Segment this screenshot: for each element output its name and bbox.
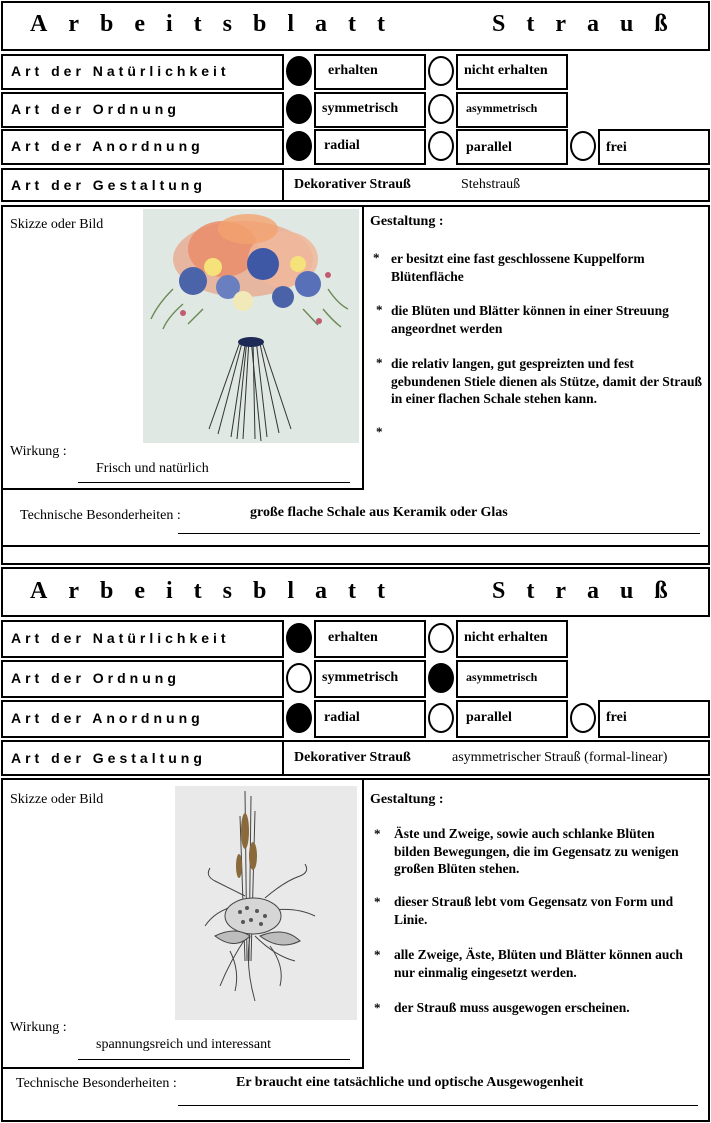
bullet-star: *: [376, 355, 383, 370]
row-anordnung-label: Art der Anordnung: [11, 710, 204, 726]
gestaltung-item: die Blüten und Blätter können in einer Streuung angeordnet werden: [391, 303, 669, 336]
divider: [282, 740, 284, 776]
technik-label: Technische Besonderheiten :: [16, 1076, 177, 1091]
row-ordnung-label: Art der Ordnung: [11, 670, 180, 686]
option-frei: frei: [606, 710, 627, 725]
row-gestaltung-label: Art der Gestaltung: [11, 177, 206, 193]
row-natuerlichkeit-label: Art der Natürlichkeit: [11, 63, 230, 79]
radio-frei[interactable]: [570, 703, 596, 733]
wirkung-label: Wirkung :: [10, 1020, 67, 1035]
bullet-star: *: [373, 250, 380, 265]
row-natuerlichkeit-label: Art der Natürlichkeit: [11, 630, 230, 646]
row-ordnung-label: Art der Ordnung: [11, 101, 180, 117]
radio-radial[interactable]: [286, 703, 312, 733]
option-asymmetrisch: asymmetrisch: [466, 101, 538, 115]
wirkung-value: spannungsreich und interessant: [96, 1037, 271, 1052]
gestaltung-item: der Strauß muss ausgewogen erscheinen.: [394, 1000, 630, 1015]
gestaltung-value-bold: Dekorativer Strauß: [294, 750, 411, 765]
gestaltung-value: Stehstrauß: [461, 177, 521, 192]
radio-radial[interactable]: [286, 131, 312, 161]
gestaltung-item: dieser Strauß lebt vom Gegensatz von Form und Linie.: [394, 894, 674, 927]
wirkung-underline: [78, 482, 350, 483]
option-nicht-erhalten: nicht erhalten: [464, 63, 548, 78]
divider: [282, 168, 284, 202]
bullet-star: *: [376, 302, 383, 317]
bullet-star: *: [374, 947, 381, 962]
gestaltung-item: Äste und Zweige, sowie auch schlanke Blüten bilden Bewegungen, die im Gegensatz zu wenigen großen Blüten stehen.: [394, 826, 679, 876]
gestaltung-item: alle Zweige, Äste, Blüten und Blätter können auch nur einmalig eingesetzt werden.: [394, 947, 683, 980]
bouquet-sketch-image: [143, 209, 359, 443]
wirkung-value: Frisch und natürlich: [96, 461, 209, 476]
title-left: Arbeitsblatt: [30, 11, 406, 37]
worksheet-2: [0, 565, 711, 1123]
radio-nicht-erhalten[interactable]: [428, 623, 454, 653]
option-erhalten: erhalten: [328, 630, 378, 645]
option-erhalten: erhalten: [328, 63, 378, 78]
radio-erhalten[interactable]: [286, 623, 312, 653]
option-radial: radial: [324, 138, 360, 153]
option-frei: frei: [606, 140, 627, 155]
radio-nicht-erhalten[interactable]: [428, 56, 454, 86]
technik-value: Er braucht eine tatsächliche und optische Ausgewogenheit: [236, 1075, 584, 1090]
gestaltung-item: er besitzt eine fast geschlossene Kuppelform Blütenfläche: [391, 251, 645, 284]
radio-frei[interactable]: [570, 131, 596, 161]
option-asymmetrisch: asymmetrisch: [466, 670, 538, 684]
wirkung-label: Wirkung :: [10, 444, 67, 459]
bullet-star: *: [374, 826, 381, 841]
technik-underline: [178, 533, 700, 534]
title-right: Strauß: [492, 11, 689, 37]
option-symmetrisch: symmetrisch: [322, 101, 399, 116]
panel-divider: [362, 205, 364, 488]
bullet-star: *: [374, 894, 381, 909]
gestaltung-item: die relativ langen, gut gespreizten und fest gebundenen Stiele dienen als Stütze, damit der Strauß in einer flachen Schale stehen kann.: [391, 356, 703, 406]
option-symmetrisch: symmetrisch: [322, 670, 399, 685]
radio-asymmetrisch[interactable]: [428, 94, 454, 124]
option-nicht-erhalten: nicht erhalten: [464, 630, 548, 645]
gestaltung-value: asymmetrischer Strauß (formal-linear): [452, 750, 668, 765]
radio-symmetrisch[interactable]: [286, 663, 312, 693]
skizze-label: Skizze oder Bild: [10, 792, 104, 807]
wirkung-underline: [78, 1059, 350, 1060]
technik-underline: [178, 1105, 698, 1106]
bullet-star: *: [376, 424, 383, 439]
bouquet-sketch-image: [175, 786, 357, 1020]
row-gestaltung-label: Art der Gestaltung: [11, 750, 206, 766]
option-parallel: parallel: [466, 140, 512, 155]
radio-parallel[interactable]: [428, 131, 454, 161]
skizze-label: Skizze oder Bild: [10, 217, 104, 232]
title-left: Arbeitsblatt: [30, 578, 406, 604]
bullet-star: *: [374, 1000, 381, 1015]
panel-bottom-line: [1, 545, 710, 547]
option-parallel: parallel: [466, 710, 512, 725]
technik-value: große flache Schale aus Keramik oder Glas: [250, 505, 508, 520]
technik-label: Technische Besonderheiten :: [20, 508, 181, 523]
option-radial: radial: [324, 710, 360, 725]
gestaltung-heading: Gestaltung :: [370, 792, 444, 807]
panel-divider: [362, 778, 364, 1067]
gestaltung-value-bold: Dekorativer Strauß: [294, 177, 411, 192]
radio-erhalten[interactable]: [286, 56, 312, 86]
radio-parallel[interactable]: [428, 703, 454, 733]
panel-hline: [1, 488, 364, 490]
title-right: Strauß: [492, 578, 689, 604]
gestaltung-heading: Gestaltung :: [370, 214, 444, 229]
panel-hline: [1, 1067, 364, 1069]
radio-asymmetrisch[interactable]: [428, 663, 454, 693]
radio-symmetrisch[interactable]: [286, 94, 312, 124]
row-anordnung-label: Art der Anordnung: [11, 138, 204, 154]
